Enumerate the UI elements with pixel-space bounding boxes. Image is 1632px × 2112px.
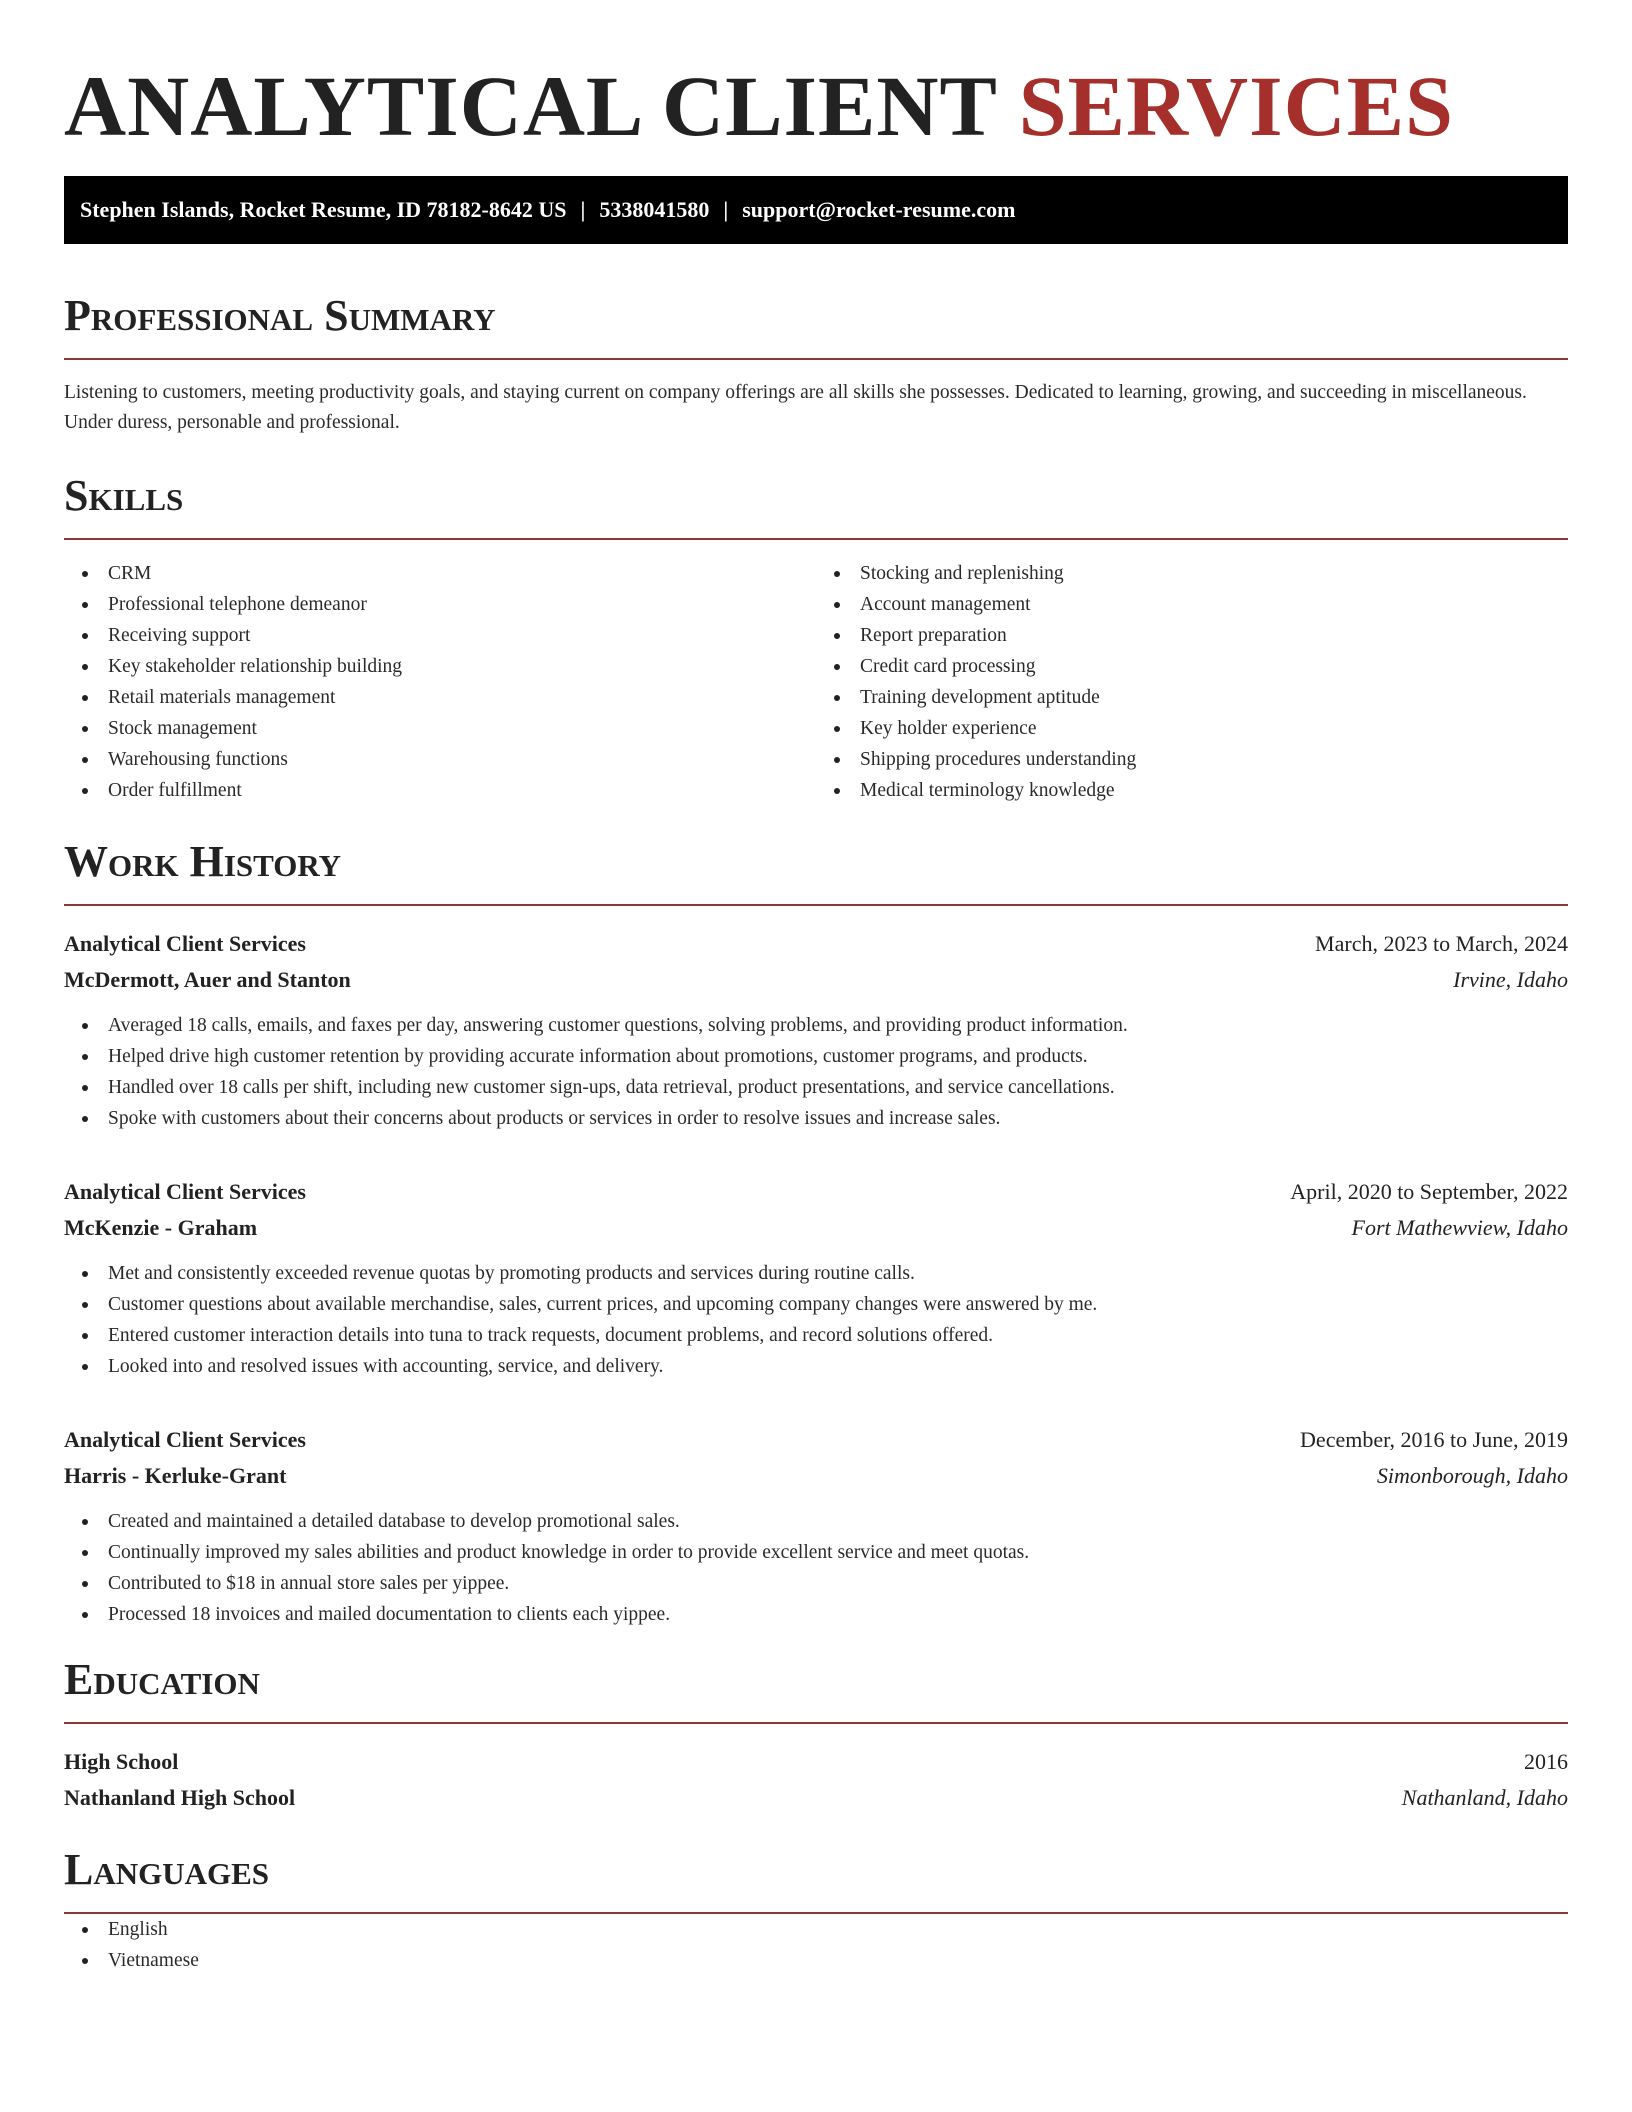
language-item: English	[64, 1914, 1568, 1945]
job-dates: April, 2020 to September, 2022	[1290, 1179, 1568, 1204]
contact-email[interactable]: support@rocket-resume.com	[742, 197, 1016, 222]
job-location: Irvine, Idaho	[1453, 967, 1568, 992]
contact-phone: 5338041580	[599, 197, 710, 222]
contact-separator: |	[580, 197, 586, 222]
job-bullet: Entered customer interaction details into tuna to track requests, document problems, and record solutions offered.	[64, 1320, 1568, 1351]
job-location: Simonborough, Idaho	[1376, 1463, 1568, 1488]
job-bullet: Processed 18 invoices and mailed documentation to clients each yippee.	[64, 1599, 1568, 1630]
job-entry	[64, 1422, 1568, 1630]
job-bullet: Averaged 18 calls, emails, and faxes per day, answering customer questions, solving problems, and providing product information.	[64, 1010, 1568, 1041]
skills-list	[64, 558, 1568, 806]
summary-heading: Professional Summary	[64, 288, 1568, 360]
resume-title	[64, 0, 1568, 168]
job-bullet: Helped drive high customer retention by providing accurate information about promotions, customer programs, and products.	[64, 1041, 1568, 1072]
skill-item: Credit card processing	[816, 651, 1568, 682]
skill-item: Receiving support	[64, 620, 816, 651]
job-bullet: Continually improved my sales abilities and product knowledge in order to provide excellent service and meet quotas.	[64, 1537, 1568, 1568]
job-bullet: Customer questions about available merchandise, sales, current prices, and upcoming company changes were answered by me.	[64, 1289, 1568, 1320]
job-dates: March, 2023 to March, 2024	[1315, 931, 1568, 956]
job-bullet: Contributed to $18 in annual store sales per yippee.	[64, 1568, 1568, 1599]
skill-item: Shipping procedures understanding	[816, 744, 1568, 775]
work-history-heading: Work History	[64, 834, 1568, 906]
education-entry	[64, 1744, 1568, 1816]
education-heading: Education	[64, 1652, 1568, 1724]
job-entry	[64, 1174, 1568, 1382]
contact-separator: |	[723, 197, 729, 222]
education-school: Nathanland High School	[64, 1785, 296, 1810]
skill-item: Account management	[816, 589, 1568, 620]
skills-column-right	[816, 558, 1568, 806]
language-item: Vietnamese	[64, 1945, 1568, 1976]
job-title: Analytical Client Services	[64, 1179, 306, 1204]
skill-item: Report preparation	[816, 620, 1568, 651]
job-bullet: Spoke with customers about their concerns about products or services in order to resolve issues and increase sales.	[64, 1103, 1568, 1134]
skill-item: Training development aptitude	[816, 682, 1568, 713]
skills-column-left	[64, 558, 816, 806]
job-dates: December, 2016 to June, 2019	[1300, 1427, 1568, 1452]
job-bullet: Looked into and resolved issues with accounting, service, and delivery.	[64, 1351, 1568, 1382]
contact-bar	[64, 176, 1568, 244]
skill-item: Stock management	[64, 713, 816, 744]
job-title: Analytical Client Services	[64, 1427, 306, 1452]
languages-heading: Languages	[64, 1842, 1568, 1914]
job-entry	[64, 926, 1568, 1134]
education-year: 2016	[1524, 1749, 1568, 1774]
job-company: McDermott, Auer and Stanton	[64, 967, 351, 992]
skill-item: Key holder experience	[816, 713, 1568, 744]
skill-item: Key stakeholder relationship building	[64, 651, 816, 682]
skill-item: Stocking and replenishing	[816, 558, 1568, 589]
job-company: Harris - Kerluke-Grant	[64, 1463, 287, 1488]
skill-item: Order fulfillment	[64, 775, 816, 806]
education-location: Nathanland, Idaho	[1401, 1785, 1568, 1810]
skill-item: Medical terminology knowledge	[816, 775, 1568, 806]
education-degree: High School	[64, 1749, 179, 1774]
summary-text: Listening to customers, meeting productivity goals, and staying current on company offerings are all skills she possesses. Dedicated to learning, growing, and succeeding in miscellaneous. Under duress, personable and professional.	[64, 382, 1527, 433]
title-accent: SERVICES	[1018, 58, 1454, 154]
languages-list	[64, 1914, 1568, 1976]
skill-item: CRM	[64, 558, 816, 589]
skill-item: Professional telephone demeanor	[64, 589, 816, 620]
job-company: McKenzie - Graham	[64, 1215, 258, 1240]
job-location: Fort Mathewview, Idaho	[1351, 1215, 1568, 1240]
skill-item: Retail materials management	[64, 682, 816, 713]
job-bullet: Met and consistently exceeded revenue quotas by promoting products and services during routine calls.	[64, 1258, 1568, 1289]
skills-heading: Skills	[64, 468, 1568, 540]
title-main: ANALYTICAL CLIENT	[64, 58, 997, 154]
job-title: Analytical Client Services	[64, 931, 306, 956]
contact-address: Stephen Islands, Rocket Resume, ID 78182-8642 US	[80, 197, 567, 222]
skill-item: Warehousing functions	[64, 744, 816, 775]
job-bullet: Created and maintained a detailed database to develop promotional sales.	[64, 1506, 1568, 1537]
job-bullet: Handled over 18 calls per shift, including new customer sign-ups, data retrieval, product presentations, and service cancellations.	[64, 1072, 1568, 1103]
